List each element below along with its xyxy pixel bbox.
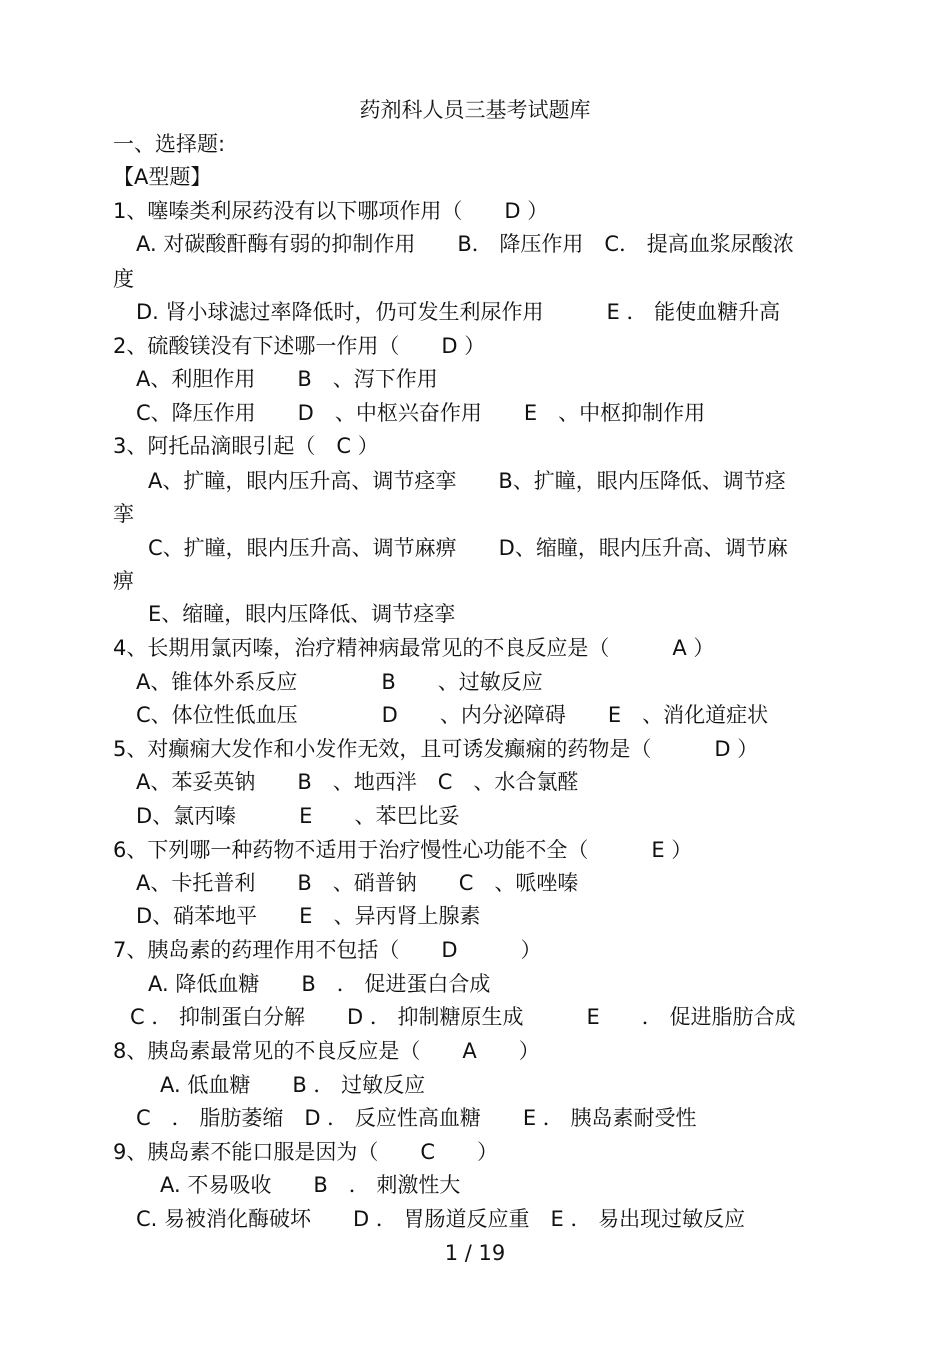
question-7: 7、胰岛素的药理作用不包括（ D ）: [113, 938, 542, 962]
question-5-options-abc: A、苯妥英钠 B 、地西泮 C 、水合氯醛: [136, 770, 579, 794]
question-8-options-cde: C ． 脂肪萎缩 D ． 反应性高血糖 E ． 胰岛素耐受性: [136, 1106, 697, 1130]
question-1: 1、噻嗪类利尿药没有以下哪项作用（ D ）: [113, 199, 549, 223]
question-3: 3、阿托品滴眼引起（ C ）: [113, 434, 379, 458]
question-5: 5、对癫痫大发作和小发作无效，且可诱发癫痫的药物是（ D ）: [113, 737, 759, 761]
question-7-options-ab: A. 降低血糖 B ． 促进蛋白合成: [148, 972, 491, 996]
section-heading: 一、选择题:: [113, 132, 226, 156]
question-3-option-e: E、缩瞳，眼内压降低、调节痉挛: [148, 602, 456, 626]
question-6: 6、下列哪一种药物不适用于治疗慢性心功能不全（ E ）: [113, 838, 693, 862]
question-3-options-cd: C、扩瞳，眼内压升高、调节麻痹 D、缩瞳，眼内压升高、调节麻: [148, 536, 788, 560]
question-4: 4、长期用氯丙嗪，治疗精神病最常见的不良反应是（ A ）: [113, 636, 715, 660]
question-6-options-de: D、硝苯地平 E 、异丙肾上腺素: [136, 904, 481, 928]
question-7-options-cde: C ． 抑制蛋白分解 D ． 抑制糖原生成 E ． 促进脂肪合成: [130, 1005, 796, 1029]
question-8: 8、胰岛素最常见的不良反应是（ A ）: [113, 1039, 540, 1063]
subsection-heading: 【A型题】: [113, 165, 212, 189]
question-2-options-ab: A、利胆作用 B 、泻下作用: [136, 367, 438, 391]
question-2-options-cde: C、降压作用 D 、中枢兴奋作用 E 、中枢抑制作用: [136, 401, 706, 425]
question-4-options-cde: C、体位性低血压 D 、内分泌障碍 E 、消化道症状: [136, 703, 769, 727]
question-1-options-de: D. 肾小球滤过率降低时，仍可发生利尿作用 E ． 能使血糖升高: [136, 300, 781, 324]
question-3-options-cd-wrap: 痹: [113, 569, 134, 593]
question-1-options-wrap: 度: [113, 267, 134, 291]
question-4-options-ab: A、锥体外系反应 B 、过敏反应: [136, 670, 543, 694]
page-number: 1 / 19: [444, 1241, 506, 1265]
question-3-options-ab: A、扩瞳，眼内压升高、调节痉挛 B、扩瞳，眼内压降低、调节痉: [148, 469, 786, 493]
question-2: 2、硫酸镁没有下述哪一作用（ D ）: [113, 334, 486, 358]
document-title: 药剂科人员三基考试题库: [359, 98, 591, 122]
question-5-options-de: D、氯丙嗪 E 、苯巴比妥: [136, 804, 460, 828]
question-9: 9、胰岛素不能口服是因为（ C ）: [113, 1140, 499, 1164]
question-3-options-ab-wrap: 挛: [113, 502, 134, 526]
question-9-options-cde: C. 易被消化酶破坏 D ． 胃肠道反应重 E ． 易出现过敏反应: [136, 1207, 746, 1231]
question-8-options-ab: A. 低血糖 B ． 过敏反应: [160, 1073, 426, 1097]
question-6-options-abc: A、卡托普利 B 、硝普钠 C 、哌唑嗪: [136, 871, 579, 895]
question-9-options-ab: A. 不易吸收 B ． 刺激性大: [160, 1173, 461, 1197]
question-1-options-ab-c: A. 对碳酸酐酶有弱的抑制作用 B． 降压作用 C． 提高血浆尿酸浓: [136, 232, 794, 256]
